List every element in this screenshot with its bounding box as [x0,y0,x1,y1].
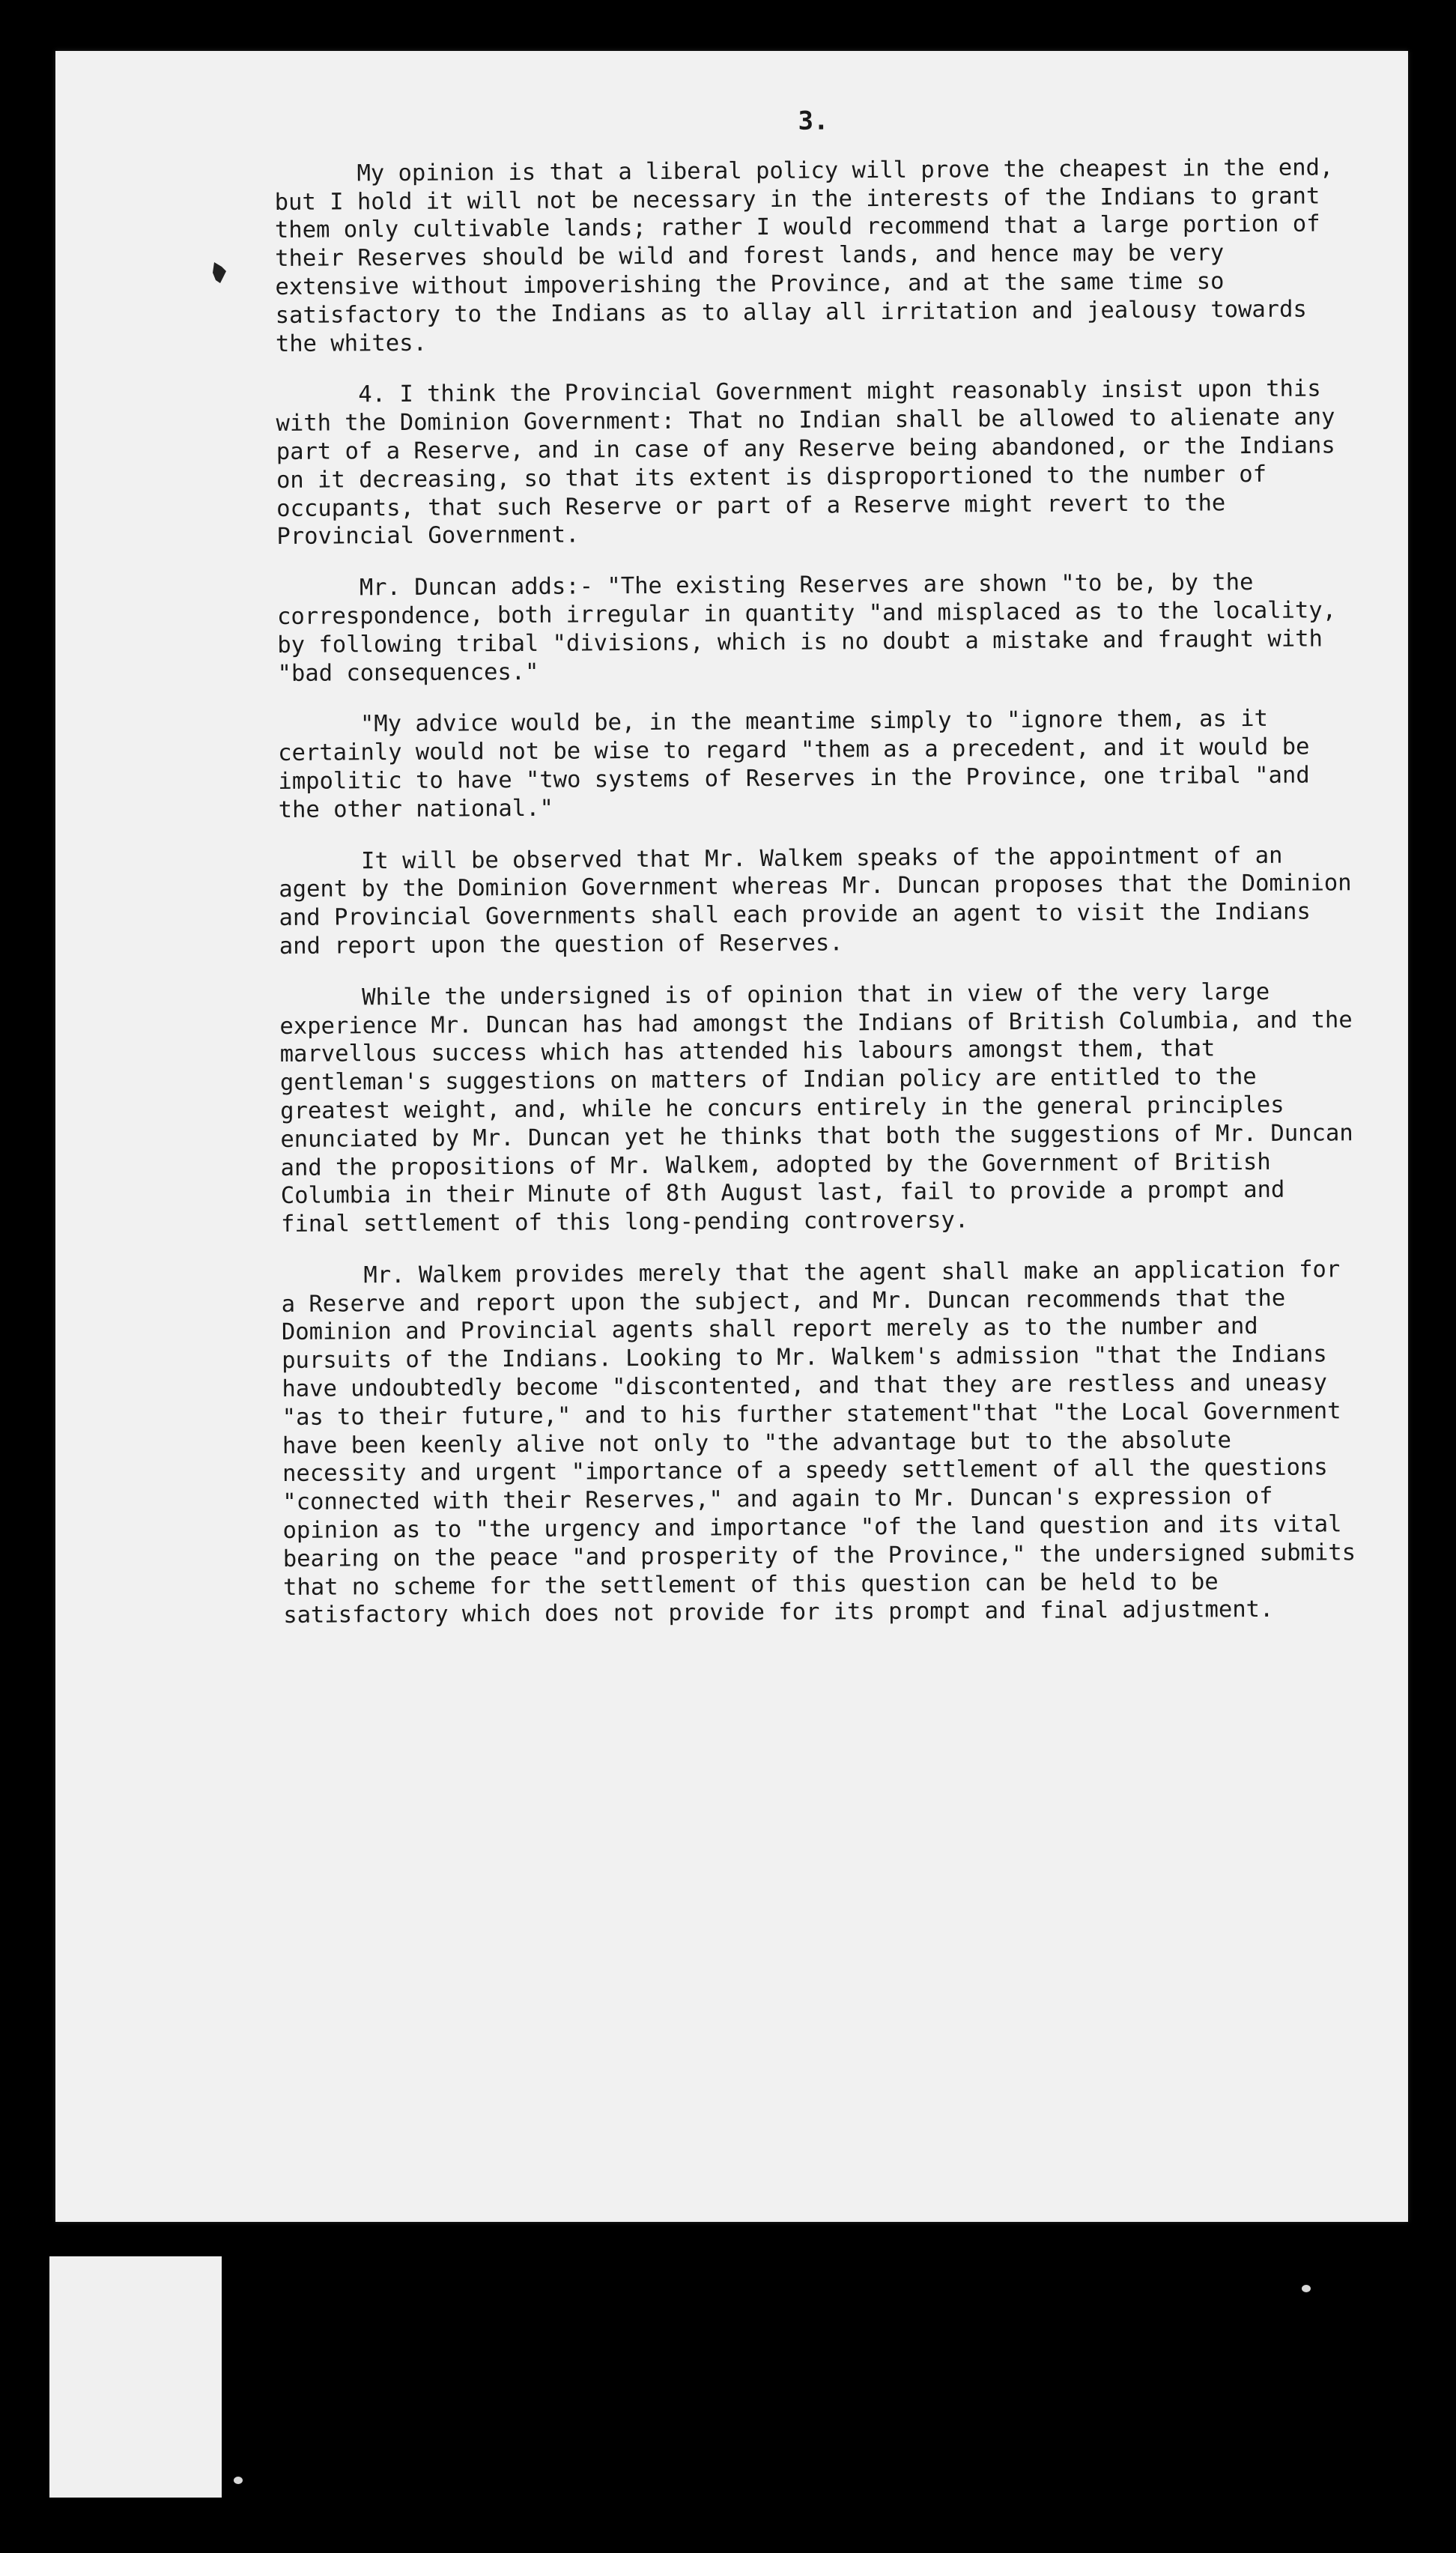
dust-speck [1302,2285,1311,2292]
dust-speck [234,2477,243,2484]
paragraph-5: It will be observed that Mr. Walkem speaks of the appointment of an agent by the Dominion Government whereas Mr. Duncan proposes that the Dominion and Provincial Governments shall each provide an agent to visit the Indians and report upon the question of Reserves. [279,842,1352,960]
paragraph-1: My opinion is that a liberal policy will prove the cheapest in the end, but I hold it will not be necessary in the interests of the Indians to grant them only cultivable lands; rather I would recommend that a large portion of their Reserves should be wild and forest lands, and hence may be very extensive without impoverishing the Province, and at the same time so satisfactory to the Indians as to allay all irritation and jealousy towards the whites. [274,154,1334,357]
ink-blot-mark [211,261,228,286]
document-page [55,51,1408,2222]
paragraph-4: "My advice would be, in the meantime simply to "ignore them, as it certainly would not be wise to regard "them as a precedent, and it would be impolitic to have "two systems of Reserves in the Province, one tribal "and the other national." [278,706,1310,823]
paragraph-6: While the undersigned is of opinion that in view of the very large experience Mr. Duncan has had amongst the Indians of British Columbia, and the marvellous success which has attended his labours amongst them, that gentleman's suggestions on matters of Indian policy are entitled to the greatest weight, and, while he concurs entirely in the general principles enunciated by Mr. Duncan yet he thinks that both the suggestions of Mr. Duncan and the propositions of Mr. Walkem, adopted by the Government of British Columbia in their Minute of 8th August last, fail to provide a prompt and final settlement of this long-pending controversy. [279,978,1353,1238]
paragraph-7: Mr. Walkem provides merely that the agent shall make an application for a Reserve and report upon the subject, and Mr. Duncan recommends that the Dominion and Provincial agents shall report merely as to the number and pursuits of the Indians. Looking to Mr. Walkem's admission "that the Indians have undoubtedly become "discontented, and that they are restless and uneasy "as to their future," and to his further statement"that "the Local Government have been keenly alive not only to "the advantage but to the absolute necessity and urgent "importance of a speedy settlement of all the questions "connected with their Reserves," and again to Mr. Duncan's expression of opinion as to "the urgency and importance "of the land question and its vital bearing on the peace "and prosperity of the Province," the undersigned submits that no scheme for the settlement of this question can be held to be satisfactory which does not provide for its prompt and final adjustment. [281,1256,1356,1629]
document-body [274,104,1362,1653]
page-number: 3. [798,106,829,136]
paragraph-3: Mr. Duncan adds:- "The existing Reserves are shown "to be, by the correspondence, both irregular in quantity "and misplaced as to the locality, by following tribal "divisions, which is no doubt a mistake and fraught with "bad consequences." [277,569,1337,687]
paper-slip [49,2256,222,2498]
paragraph-2: 4. I think the Provincial Government might reasonably insist upon this with the Dominion Government: That no Indian shall be allowed to alienate any part of a Reserve, and in case of any Reserve being abandoned, or the Indians on it decreasing, so that its extent is disproportioned to the number of occupants, that such Reserve or part of a Reserve might revert to the Provincial Government. [276,375,1335,551]
